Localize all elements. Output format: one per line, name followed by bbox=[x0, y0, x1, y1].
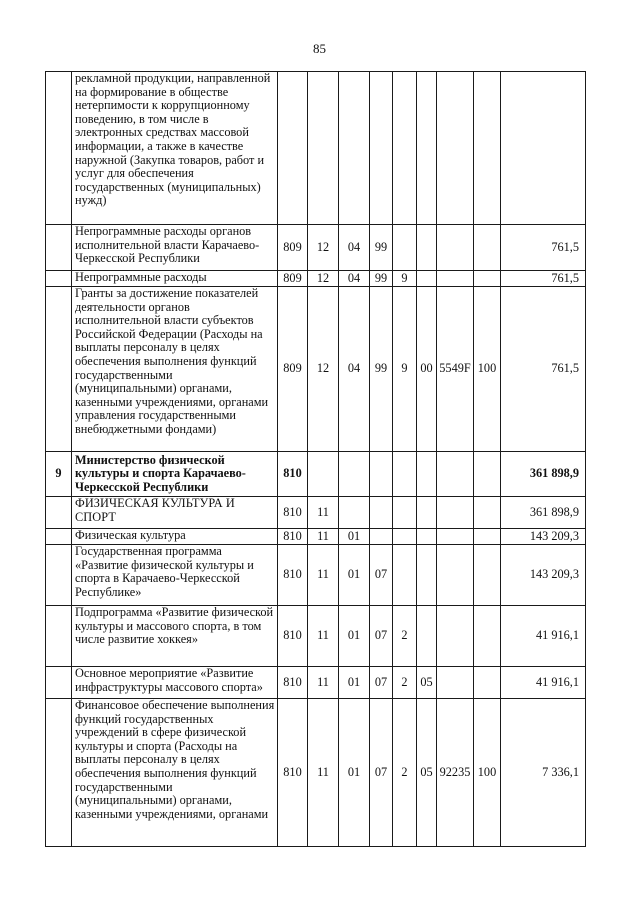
row-cs3 bbox=[417, 545, 437, 606]
row-vr: 100 bbox=[474, 699, 501, 847]
row-vr bbox=[474, 606, 501, 667]
row-pr bbox=[339, 452, 370, 497]
row-number bbox=[46, 497, 72, 529]
row-cs3: 05 bbox=[417, 699, 437, 847]
row-cs1: 99 bbox=[370, 225, 393, 271]
table-row bbox=[46, 529, 586, 545]
row-vr bbox=[474, 225, 501, 271]
row-ved: 810 bbox=[278, 545, 308, 606]
row-vr bbox=[474, 497, 501, 529]
row-cs2 bbox=[393, 72, 417, 225]
row-pr: 04 bbox=[339, 225, 370, 271]
row-description: ФИЗИЧЕСКАЯ КУЛЬТУРА И СПОРТ bbox=[72, 497, 278, 529]
row-cs4 bbox=[437, 529, 474, 545]
row-cs2: 2 bbox=[393, 667, 417, 699]
row-pr: 01 bbox=[339, 529, 370, 545]
row-number bbox=[46, 271, 72, 287]
row-cs4 bbox=[437, 545, 474, 606]
row-cs3 bbox=[417, 606, 437, 667]
row-cs1: 07 bbox=[370, 667, 393, 699]
row-cs1: 07 bbox=[370, 545, 393, 606]
row-vr bbox=[474, 452, 501, 497]
row-cs2: 9 bbox=[393, 287, 417, 452]
row-ved bbox=[278, 72, 308, 225]
row-sum: 361 898,9 bbox=[501, 452, 586, 497]
row-cs3: 05 bbox=[417, 667, 437, 699]
row-rz bbox=[308, 72, 339, 225]
row-ved: 810 bbox=[278, 529, 308, 545]
row-rz: 11 bbox=[308, 699, 339, 847]
row-cs1 bbox=[370, 497, 393, 529]
row-sum bbox=[501, 72, 586, 225]
row-sum: 761,5 bbox=[501, 271, 586, 287]
row-cs4 bbox=[437, 225, 474, 271]
row-pr: 01 bbox=[339, 545, 370, 606]
row-pr: 01 bbox=[339, 699, 370, 847]
row-cs2 bbox=[393, 545, 417, 606]
row-pr bbox=[339, 497, 370, 529]
row-pr: 01 bbox=[339, 667, 370, 699]
row-pr: 04 bbox=[339, 287, 370, 452]
row-rz bbox=[308, 452, 339, 497]
row-rz: 12 bbox=[308, 271, 339, 287]
row-cs1: 07 bbox=[370, 606, 393, 667]
row-vr bbox=[474, 667, 501, 699]
row-description: Физическая культура bbox=[72, 529, 278, 545]
row-pr bbox=[339, 72, 370, 225]
row-cs3: 00 bbox=[417, 287, 437, 452]
row-description: Непрограммные расходы bbox=[72, 271, 278, 287]
table-row bbox=[46, 287, 586, 452]
row-ved: 810 bbox=[278, 452, 308, 497]
row-number: 9 bbox=[46, 452, 72, 497]
table-row bbox=[46, 225, 586, 271]
row-cs4 bbox=[437, 271, 474, 287]
row-description: Подпрограмма «Развитие физической культуры и массового спорта, в том числе развитие хоккея» bbox=[72, 606, 278, 667]
row-cs2 bbox=[393, 452, 417, 497]
budget-table bbox=[45, 71, 586, 847]
row-number bbox=[46, 225, 72, 271]
row-cs1: 99 bbox=[370, 287, 393, 452]
row-vr bbox=[474, 271, 501, 287]
row-number bbox=[46, 287, 72, 452]
row-rz: 11 bbox=[308, 497, 339, 529]
table-row bbox=[46, 271, 586, 287]
row-cs3 bbox=[417, 72, 437, 225]
row-cs3 bbox=[417, 452, 437, 497]
row-description: Государственная программа «Развитие физической культуры и спорта в Карачаево-Черкесской Республике» bbox=[72, 545, 278, 606]
table-row bbox=[46, 72, 586, 225]
row-cs4: 92235 bbox=[437, 699, 474, 847]
row-cs4 bbox=[437, 452, 474, 497]
row-cs4 bbox=[437, 497, 474, 529]
table-row bbox=[46, 452, 586, 497]
row-cs3 bbox=[417, 529, 437, 545]
row-cs1 bbox=[370, 529, 393, 545]
row-sum: 41 916,1 bbox=[501, 606, 586, 667]
table-row bbox=[46, 699, 586, 847]
row-pr: 04 bbox=[339, 271, 370, 287]
row-ved: 809 bbox=[278, 287, 308, 452]
row-description: рекламной продукции, направленной на формирование в обществе нетерпимости к коррупционному поведению, в том числе в электронных средствах массовой информации, а также в качестве наружной (Закупка товаров, работ и услуг для обеспечения государственных (муниципальных) нужд) bbox=[72, 72, 278, 225]
row-sum: 361 898,9 bbox=[501, 497, 586, 529]
row-description: Министерство физической культуры и спорта Карачаево-Черкесской Республики bbox=[72, 452, 278, 497]
row-sum: 143 209,3 bbox=[501, 545, 586, 606]
row-vr bbox=[474, 529, 501, 545]
table-row bbox=[46, 667, 586, 699]
row-description: Финансовое обеспечение выполнения функций государственных учреждений в сфере физической культуры и спорта (Расходы на выплаты персоналу в целях обеспечения выполнения функций государственными (муниципальными) органами, казенными учреждениями, органами bbox=[72, 699, 278, 847]
row-cs2: 2 bbox=[393, 606, 417, 667]
row-description: Гранты за достижение показателей деятельности органов исполнительной власти субъектов Российской Федерации (Расходы на выплаты персоналу в целях обеспечения выполнения функций государственными (муниципальными) органами, казенными учреждениями, органами управления государственными внебюджетными фондами) bbox=[72, 287, 278, 452]
row-rz: 11 bbox=[308, 545, 339, 606]
row-cs4 bbox=[437, 606, 474, 667]
row-rz: 11 bbox=[308, 606, 339, 667]
row-description: Непрограммные расходы органов исполнительной власти Карачаево-Черкесской Республики bbox=[72, 225, 278, 271]
row-cs2 bbox=[393, 225, 417, 271]
row-sum: 761,5 bbox=[501, 225, 586, 271]
row-cs4 bbox=[437, 667, 474, 699]
row-cs4 bbox=[437, 72, 474, 225]
row-cs2: 2 bbox=[393, 699, 417, 847]
row-cs2: 9 bbox=[393, 271, 417, 287]
row-rz: 11 bbox=[308, 529, 339, 545]
row-ved: 810 bbox=[278, 667, 308, 699]
table-row bbox=[46, 606, 586, 667]
row-ved: 810 bbox=[278, 699, 308, 847]
row-cs3 bbox=[417, 497, 437, 529]
row-vr bbox=[474, 545, 501, 606]
table-row bbox=[46, 497, 586, 529]
row-sum: 761,5 bbox=[501, 287, 586, 452]
row-number bbox=[46, 72, 72, 225]
row-description: Основное мероприятие «Развитие инфраструктуры массового спорта» bbox=[72, 667, 278, 699]
table-body bbox=[46, 72, 586, 847]
row-cs1: 99 bbox=[370, 271, 393, 287]
row-ved: 809 bbox=[278, 271, 308, 287]
row-number bbox=[46, 667, 72, 699]
row-ved: 810 bbox=[278, 497, 308, 529]
row-number bbox=[46, 545, 72, 606]
row-number bbox=[46, 699, 72, 847]
row-cs2 bbox=[393, 497, 417, 529]
row-cs1: 07 bbox=[370, 699, 393, 847]
row-pr: 01 bbox=[339, 606, 370, 667]
row-cs3 bbox=[417, 225, 437, 271]
row-number bbox=[46, 529, 72, 545]
row-cs1 bbox=[370, 72, 393, 225]
page-number: 85 bbox=[313, 41, 326, 56]
row-cs4: 5549F bbox=[437, 287, 474, 452]
row-cs3 bbox=[417, 271, 437, 287]
row-sum: 7 336,1 bbox=[501, 699, 586, 847]
row-sum: 41 916,1 bbox=[501, 667, 586, 699]
row-cs2 bbox=[393, 529, 417, 545]
row-ved: 810 bbox=[278, 606, 308, 667]
row-ved: 809 bbox=[278, 225, 308, 271]
table-row bbox=[46, 545, 586, 606]
row-rz: 12 bbox=[308, 225, 339, 271]
row-vr bbox=[474, 72, 501, 225]
row-cs1 bbox=[370, 452, 393, 497]
row-vr: 100 bbox=[474, 287, 501, 452]
row-rz: 11 bbox=[308, 667, 339, 699]
row-sum: 143 209,3 bbox=[501, 529, 586, 545]
row-number bbox=[46, 606, 72, 667]
row-rz: 12 bbox=[308, 287, 339, 452]
